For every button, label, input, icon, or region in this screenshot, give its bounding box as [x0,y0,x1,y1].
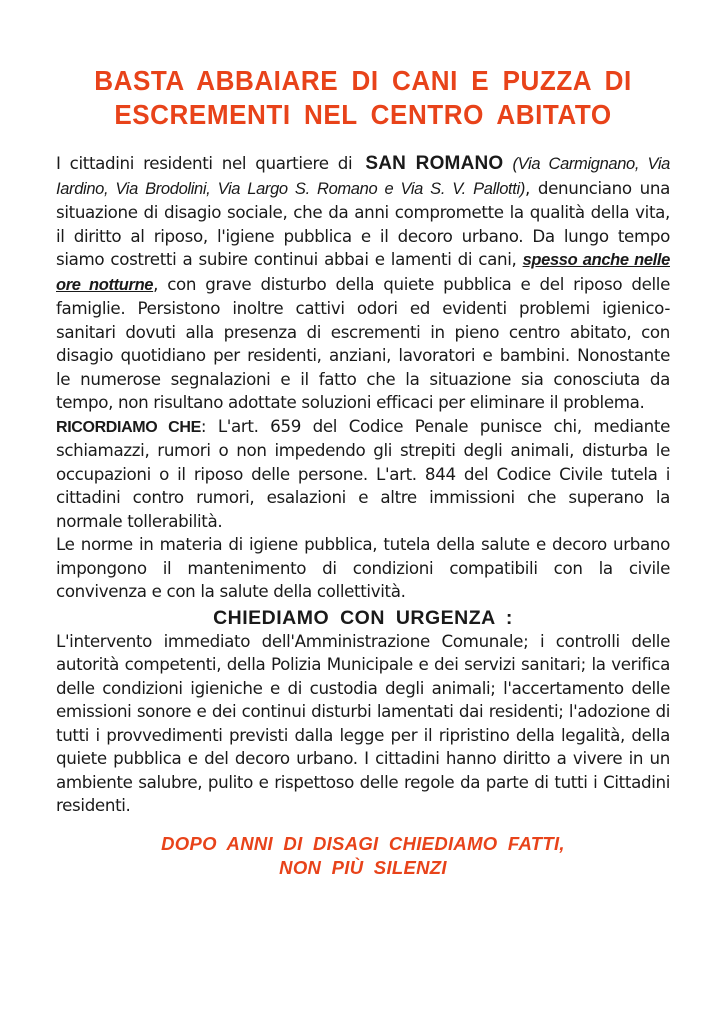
title-line-1: BASTA ABBAIARE DI CANI E PUZZA DI [94,65,632,96]
neighborhood-name: SAN ROMANO [365,153,504,174]
complaint-text-continued: , con grave disturbo della quiete pubblica e del riposo delle famiglie. Persistono inoltre cattivi odori ed evidenti problemi igienico-sanitari dovuti alla presenza di escrementi in pieno centro abitato, con disagio quotidiano per residenti, anziani, lavoratori e bambini. Nonostante le numerose segnalazioni e il fatto che la situazione sia conosciuta da tempo, non risultano adottate soluzioni efficaci per eliminare il problema. [56,273,670,412]
requests-paragraph: L'intervento immediato dell'Amministrazione Comunale; i controlli delle autorità competenti, della Polizia Municipale e dei servizi sanitari; la verifica delle condizioni igieniche e di custodia degli animali; l'accertamento delle emissioni sonore e dei continui disturbi lamentati dai residenti; l'adozione di tutti i provvedimenti previsti dalla legge per il ripristino della legalità, della quiete pubblica e del decoro urbano. I cittadini hanno diritto a vivere in un ambiente salubre, pulito e rispettoso delle regole da parte di tutti i Cittadini residenti. [56,630,670,815]
flyer [56,64,670,880]
law-reminder-paragraph [56,415,670,534]
law-reminder-text: : L'art. 659 del Codice Penale punisce chi, mediante schiamazzi, rumori o non impedendo gli strepiti degli animali, disturba le occupazioni o il riposo delle persone. L'art. 844 del Codice Civile tutela i cittadini contro rumori, esalazioni e altre immissioni che superano la normale tollerabilità. [56,415,670,531]
title-line-2: ESCREMENTI NEL CENTRO ABITATO [114,99,612,130]
complaint-paragraph [56,152,670,415]
complaint-intro: I cittadini residenti nel quartiere di [56,153,353,173]
urgent-request-heading: CHIEDIAMO CON URGENZA : [213,606,513,629]
closing-line-2: NON PIÙ SILENZI [279,856,447,878]
night-emphasis: spesso anche nelle ore notturne [56,251,670,294]
law-reminder-label: RICORDIAMO CHE [56,418,201,436]
closing-slogan [56,832,670,880]
hygiene-norms-paragraph: Le norme in materia di igiene pubblica, tutela della salute e decoro urbano impongono il mantenimento di condizioni compatibili con la civile convivenza e con la salute della collettività. [56,534,670,601]
complaint-text: , denunciano una situazione di disagio sociale, che da anni compromette la qualità della vita, il diritto al riposo, l'igiene pubblica e il decoro urbano. Da lungo tempo siamo costretti a subire continui abbai e lamenti di cani, [56,177,670,269]
flyer-title [77,64,648,132]
closing-line-1: DOPO ANNI DI DISAGI CHIEDIAMO FATTI, [161,832,565,854]
street-list: (Via Carmignano, Via Iardino, Via Brodolini, Via Largo S. Romano e Via S. V. Pallotti) [56,155,670,198]
